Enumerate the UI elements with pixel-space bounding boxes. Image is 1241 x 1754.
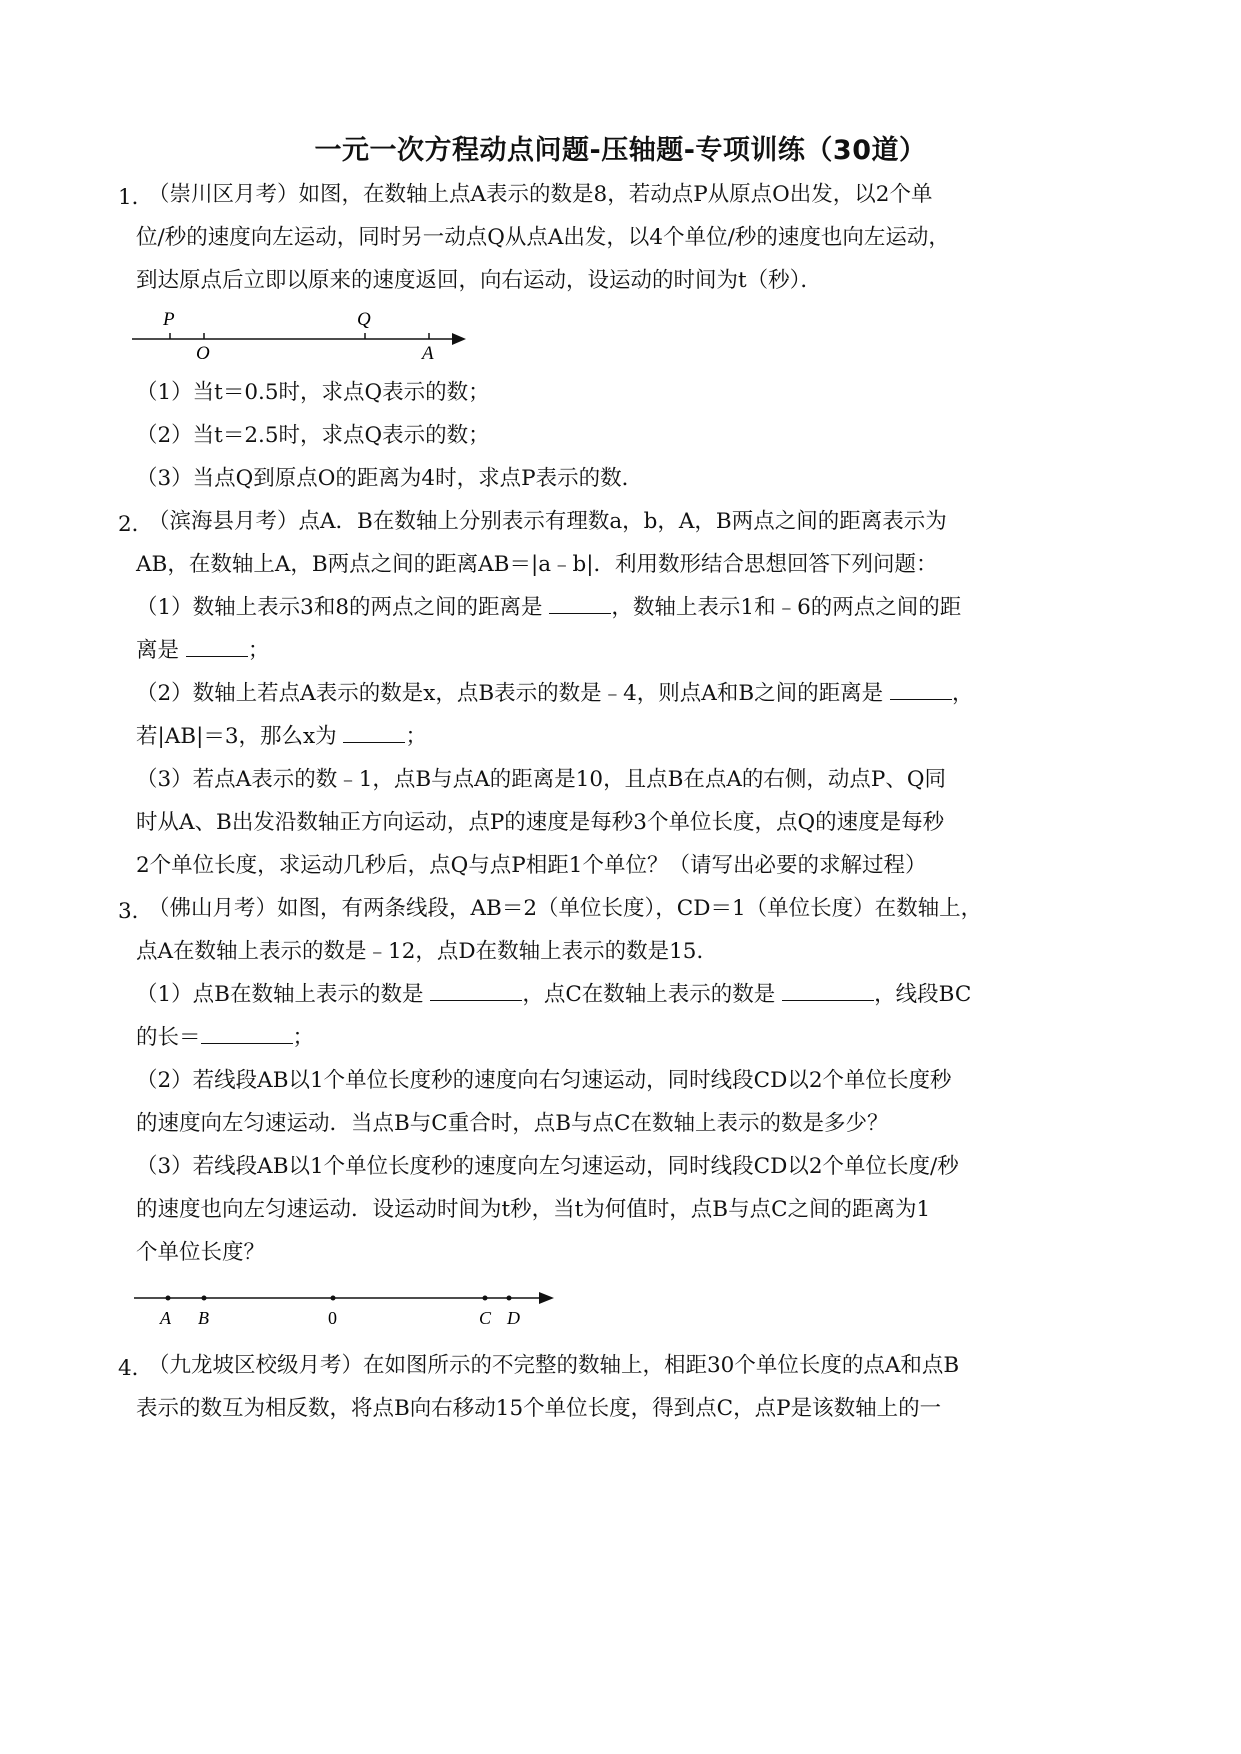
question-text-line — [136, 593, 961, 623]
question-text-line — [136, 980, 971, 1010]
text-segment: 的长＝ — [136, 1025, 201, 1050]
question-text-line: （2）若线段AB以1个单位长度秒的速度向右匀速运动，同时线段CD以2个单位长度秒 — [136, 1068, 952, 1093]
point-label-Q: Q — [357, 309, 371, 330]
question-text-line: 个单位长度？ — [136, 1240, 266, 1265]
text-segment: ，点C在数轴上表示的数是 — [522, 982, 776, 1007]
point-label-O: O — [196, 343, 210, 364]
point-label-B: B — [198, 1308, 209, 1328]
question-text-line: AB，在数轴上A，B两点之间的距离AB＝|a﹣b|．利用数形结合思想回答下列问题： — [136, 552, 938, 577]
question-text-line — [136, 1023, 314, 1053]
answer-blank[interactable] — [430, 980, 522, 1001]
question-text-line: 2个单位长度，求运动几秒后，点Q与点P相距1个单位？（请写出必要的求解过程） — [136, 853, 927, 878]
text-segment: 若|AB|＝3，那么x为 — [136, 724, 337, 749]
question-text-line — [136, 679, 974, 709]
question-text-line: 表示的数互为相反数，将点B向右移动15个单位长度，得到点C，点P是该数轴上的一 — [136, 1396, 942, 1421]
question-number: 3． — [118, 899, 154, 924]
text-segment: ； — [405, 724, 427, 749]
text-segment: ； — [247, 638, 270, 663]
answer-blank[interactable] — [201, 1023, 293, 1044]
text-segment: （1）点B在数轴上表示的数是 — [136, 982, 424, 1007]
point-label-D: D — [507, 1308, 520, 1328]
page-title: 一元一次方程动点问题-压轴题-专项训练（30道） — [314, 135, 927, 166]
question-text-line: 点A在数轴上表示的数是﹣12，点D在数轴上表示的数是15． — [136, 939, 718, 964]
text-segment: ，线段BC — [874, 982, 972, 1007]
text-segment: ， — [951, 681, 974, 706]
number-line-figure-1 — [126, 305, 476, 365]
point-label-P: P — [163, 309, 175, 330]
sub-question: （3）当点Q到原点O的距离为4时，求点P表示的数． — [136, 466, 644, 491]
question-text-line — [136, 636, 269, 666]
sub-question: （1）当t＝0.5时，求点Q表示的数； — [136, 380, 490, 405]
text-segment: （1）数轴上表示3和8的两点之间的距离是 — [136, 595, 543, 620]
question-text-line: （3）若线段AB以1个单位长度秒的速度向左匀速运动，同时线段CD以2个单位长度/秒 — [136, 1154, 959, 1179]
question-text-line: （滨海县月考）点A．B在数轴上分别表示有理数a，b，A，B两点之间的距离表示为 — [148, 509, 947, 534]
question-text-line: （崇川区月考）如图，在数轴上点A表示的数是8，若动点P从原点O出发，以2个单 — [148, 182, 933, 207]
point-label-C: C — [479, 1308, 492, 1328]
point-label-A: A — [160, 1308, 171, 1328]
question-text-line: （3）若点A表示的数﹣1，点B与点A的距离是10，且点B在点A的右侧，动点P、Q同 — [136, 767, 946, 792]
question-text-line: （九龙坡区校级月考）在如图所示的不完整的数轴上，相距30个单位长度的点A和点B — [148, 1353, 960, 1378]
number-line-figure-3 — [126, 1282, 566, 1332]
answer-blank[interactable] — [782, 980, 874, 1001]
text-segment: ，数轴上表示1和﹣6的两点之间的距 — [611, 595, 962, 620]
question-text-line: （佛山月考）如图，有两条线段，AB＝2（单位长度），CD＝1（单位长度）在数轴上， — [148, 896, 983, 921]
text-segment: ； — [292, 1025, 315, 1050]
question-text-line: 的速度也向左匀速运动．设运动时间为t秒，当t为何值时，点B与点C之间的距离为1 — [136, 1197, 931, 1222]
point-label-A: A — [422, 343, 434, 364]
text-segment: 离是 — [136, 638, 180, 663]
question-text-line: 的速度向左匀速运动．当点B与C重合时，点B与点C在数轴上表示的数是多少？ — [136, 1111, 889, 1136]
answer-blank[interactable] — [549, 593, 611, 614]
answer-blank[interactable] — [186, 636, 248, 657]
question-number: 4． — [118, 1356, 154, 1381]
question-text-line — [136, 722, 427, 752]
question-text-line: 时从A、B出发沿数轴正方向运动，点P的速度是每秒3个单位长度，点Q的速度是每秒 — [136, 810, 945, 835]
question-text-line: 位/秒的速度向左运动，同时另一动点Q从点A出发，以4个单位/秒的速度也向左运动， — [136, 225, 950, 250]
text-segment: （2）数轴上若点A表示的数是x，点B表示的数是﹣4，则点A和B之间的距离是 — [136, 681, 884, 706]
question-number: 2． — [118, 512, 154, 537]
sub-question: （2）当t＝2.5时，求点Q表示的数； — [136, 423, 490, 448]
question-text-line: 到达原点后立即以原来的速度返回，向右运动，设运动的时间为t（秒）． — [136, 268, 822, 293]
answer-blank[interactable] — [890, 679, 952, 700]
answer-blank[interactable] — [343, 722, 405, 743]
point-label-zero: 0 — [328, 1308, 337, 1328]
question-number: 1． — [118, 185, 154, 210]
